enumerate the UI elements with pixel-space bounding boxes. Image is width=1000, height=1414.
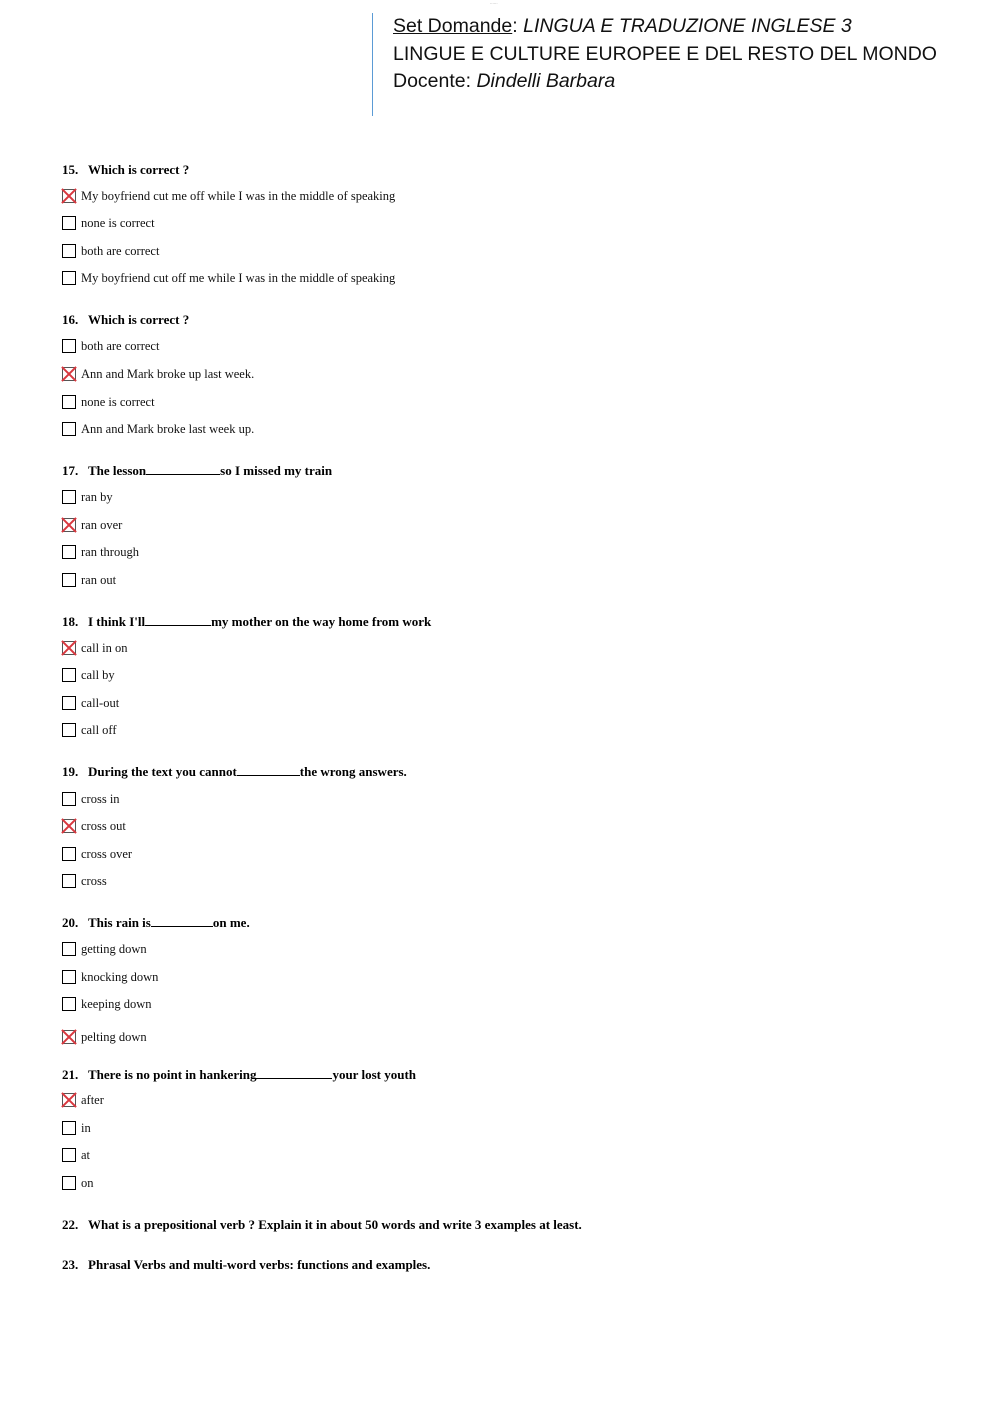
question-20-title [62,915,250,931]
option-label: in [81,1120,91,1135]
checkbox[interactable] [62,997,76,1011]
fill-in-blank [256,1068,332,1079]
checkbox[interactable] [62,339,76,353]
q15-option-4[interactable] [62,270,395,286]
page-mark: ...... [490,0,498,5]
question-number: 20. [62,915,79,930]
question-number: 18. [62,614,79,629]
checkbox[interactable] [62,1148,76,1162]
fill-in-blank [151,916,213,927]
checkbox-checked[interactable] [62,367,76,381]
option-label: after [81,1092,104,1107]
checkbox-checked[interactable] [62,819,76,833]
option-label: call in on [81,640,128,655]
option-label: getting down [81,941,147,956]
question-text-before: This rain is [88,915,151,930]
question-text: Phrasal Verbs and multi-word verbs: functions and examples. [88,1257,431,1272]
q21-option-3[interactable] [62,1147,90,1163]
question-text: Which is correct ? [88,312,190,327]
question-text-before: During the text you cannot [88,764,237,779]
option-label: ran through [81,544,139,559]
option-label: knocking down [81,969,159,984]
question-21-title [62,1067,416,1083]
exam-header [372,13,993,116]
q20-option-3[interactable] [62,996,151,1012]
question-18-title [62,614,431,630]
q20-option-2[interactable] [62,969,158,985]
checkbox[interactable] [62,668,76,682]
question-number: 22. [62,1217,79,1232]
checkbox[interactable] [62,1121,76,1135]
checkbox[interactable] [62,395,76,409]
q21-option-2[interactable] [62,1120,91,1136]
q16-option-2[interactable] [62,366,254,382]
q19-option-2[interactable] [62,818,126,834]
question-number: 16. [62,312,79,327]
option-label: ran out [81,572,117,587]
question-17-title [62,463,332,479]
question-number: 17. [62,463,79,478]
q19-option-1[interactable] [62,791,120,807]
checkbox[interactable] [62,490,76,504]
option-label: none is correct [81,215,155,230]
option-label: cross over [81,846,133,861]
option-label: at [81,1147,91,1162]
checkbox[interactable] [62,847,76,861]
checkbox[interactable] [62,244,76,258]
checkbox-checked[interactable] [62,641,76,655]
question-23-title [62,1257,430,1273]
checkbox[interactable] [62,545,76,559]
checkbox[interactable] [62,970,76,984]
checkbox[interactable] [62,271,76,285]
teacher-label: Docente: [393,70,477,92]
option-label: on [81,1175,94,1190]
option-label: none is correct [81,394,155,409]
header-set-line [393,13,993,41]
question-text-after: the wrong answers. [299,764,407,779]
checkbox[interactable] [62,874,76,888]
option-label: call-out [81,695,120,710]
question-number: 15. [62,162,79,177]
checkbox-checked[interactable] [62,1093,76,1107]
question-number: 21. [62,1067,79,1082]
q18-option-2[interactable] [62,667,115,683]
checkbox[interactable] [62,792,76,806]
header-teacher-line [393,68,993,96]
question-text-after: so I missed my train [220,463,333,478]
checkbox-checked[interactable] [62,1030,76,1044]
option-label: keeping down [81,996,152,1011]
checkbox[interactable] [62,422,76,436]
q17-option-2[interactable] [62,517,122,533]
checkbox-checked[interactable] [62,518,76,532]
question-22-title [62,1217,582,1233]
q20-option-1[interactable] [62,941,147,957]
fill-in-blank [146,464,220,475]
option-label: ran by [81,489,113,504]
question-19-title [62,764,407,780]
teacher-name: Dindelli Barbara [476,70,616,92]
fill-in-blank [145,615,211,626]
q16-option-1[interactable] [62,338,159,354]
option-label: call off [81,722,117,737]
course-title: LINGUA E TRADUZIONE INGLESE 3 [523,15,852,37]
q20-option-4[interactable] [62,1029,147,1045]
question-text-before: There is no point in hankering [88,1067,257,1082]
checkbox[interactable] [62,942,76,956]
option-label: cross out [81,818,126,833]
question-text-before: The lesson [88,463,147,478]
option-label: cross [81,873,107,888]
program-title: LINGUE E CULTURE EUROPEE E DEL RESTO DEL MONDO [393,42,937,65]
question-text-after: your lost youth [332,1067,417,1082]
question-number: 19. [62,764,79,779]
q17-option-4[interactable] [62,572,116,588]
question-text: What is a prepositional verb ? Explain it in about 50 words and write 3 examples at least. [88,1217,582,1232]
fill-in-blank [237,765,300,776]
option-label: both are correct [81,338,160,353]
q18-option-1[interactable] [62,640,128,656]
question-number: 23. [62,1257,79,1272]
q15-option-3[interactable] [62,243,159,259]
set-separator: : [512,15,524,37]
q17-option-1[interactable] [62,489,113,505]
option-label: Ann and Mark broke up last week. [81,366,255,381]
checkbox[interactable] [62,1176,76,1190]
question-15-title [62,162,189,178]
option-label: pelting down [81,1029,147,1044]
question-text-after: on me. [212,915,250,930]
q15-option-1[interactable] [62,188,395,204]
option-label: call by [81,667,115,682]
q18-option-3[interactable] [62,695,119,711]
q17-option-3[interactable] [62,544,139,560]
q19-option-3[interactable] [62,846,132,862]
question-text-after: my mother on the way home from work [211,614,432,629]
q19-option-4[interactable] [62,873,107,889]
q18-option-4[interactable] [62,722,117,738]
set-label: Set Domande [393,15,513,37]
option-label: My boyfriend cut off me while I was in the middle of speaking [81,270,396,285]
option-label: Ann and Mark broke last week up. [81,421,255,436]
q21-option-4[interactable] [62,1175,94,1191]
option-label: cross in [81,791,120,806]
option-label: ran over [81,517,123,532]
q16-option-3[interactable] [62,394,155,410]
checkbox[interactable] [62,573,76,587]
checkbox[interactable] [62,723,76,737]
checkbox[interactable] [62,696,76,710]
option-label: both are correct [81,243,160,258]
checkbox[interactable] [62,216,76,230]
option-label: My boyfriend cut me off while I was in the middle of speaking [81,188,396,203]
question-16-title [62,312,189,328]
q21-option-1[interactable] [62,1092,104,1108]
question-text: Which is correct ? [88,162,190,177]
checkbox-checked[interactable] [62,189,76,203]
q15-option-2[interactable] [62,215,155,231]
q16-option-4[interactable] [62,421,254,437]
question-text-before: I think I'll [88,614,146,629]
